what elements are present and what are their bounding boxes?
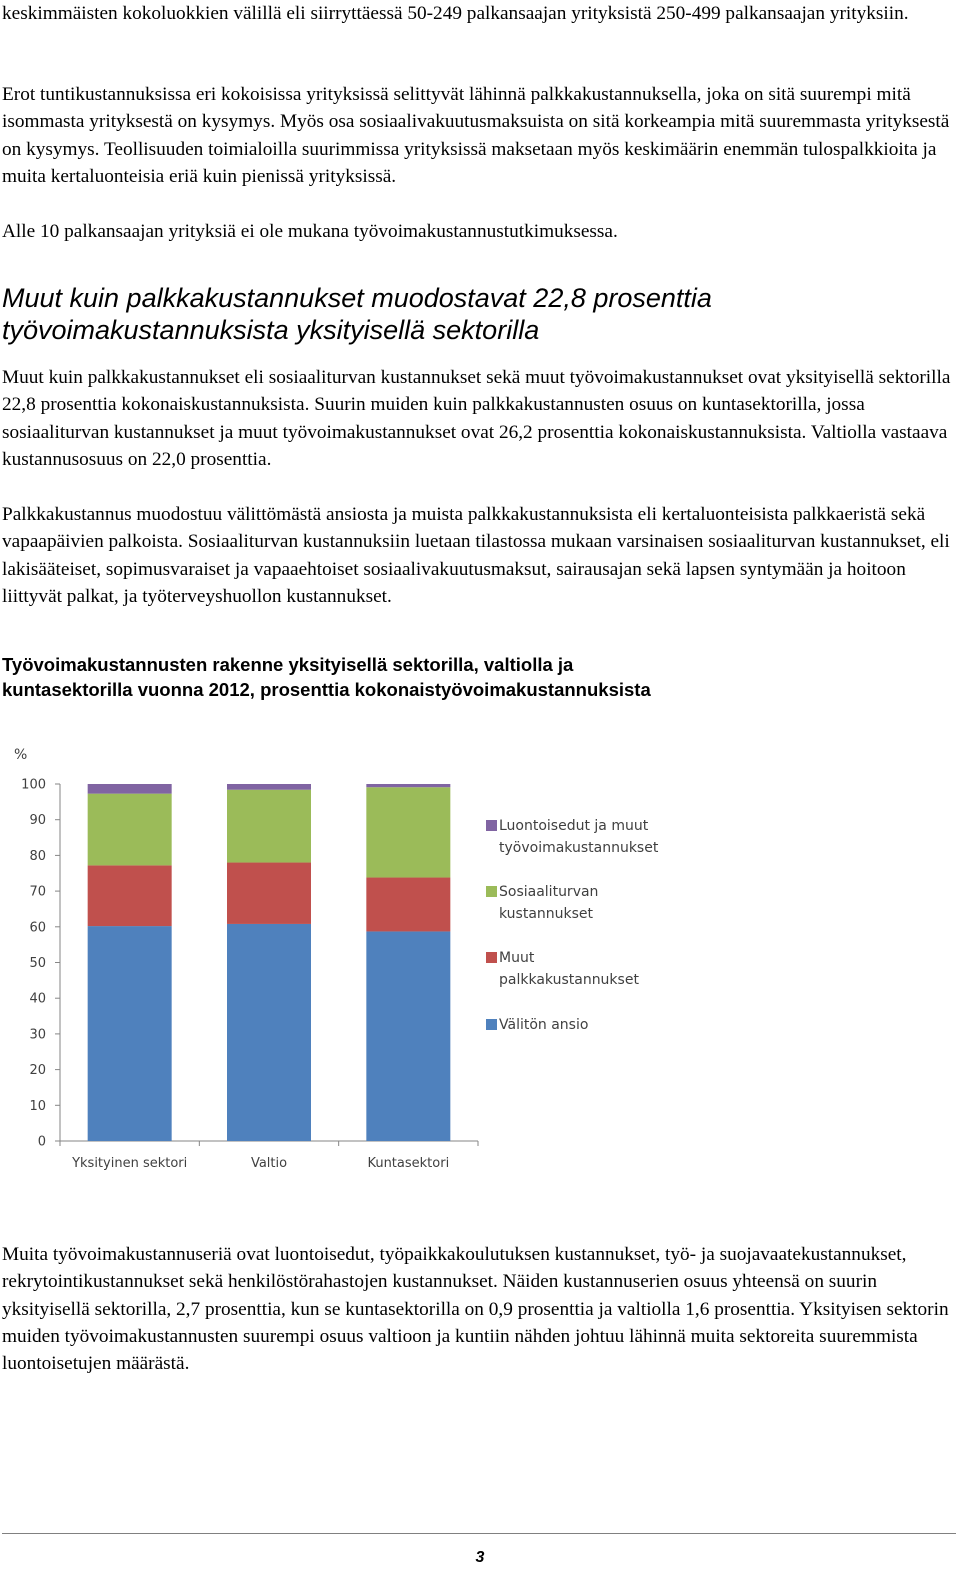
- bar-segment: [227, 924, 311, 1141]
- bar-segment: [88, 865, 172, 926]
- x-tick-label: Kuntasektori: [367, 1156, 450, 1171]
- paragraph-company-size-continuation: keskimmäisten kokoluokkien välillä eli siirryttäessä 50-249 palkansaajan yrityksistä 250-499 palkansaajan yrityksiin.: [2, 3, 909, 24]
- paragraph-hourly-cost-differences: Erot tuntikustannuksissa eri kokoisissa yrityksissä selittyvät lähinnä palkkakustannuksella, joka on sitä suurempi mitä isommasta yrityksestä on kysymys. Myös osa sosiaalivakuutusmaksuista on sitä korkeampia mitä suuremmasta yrityksestä on kysymys. Teollisuuden toimialoilla suurimmissa yrityksissä maksetaan myös keskimäärin enemmän tulospalkkioita ja muita kertaluonteisia eriä kuin pienissä yrityksissä.: [2, 84, 950, 187]
- bar-segment: [227, 863, 311, 924]
- section-heading: Muut kuin palkkakustannukset muodostavat 22,8 prosenttia työvoimakustannuksista yksityisellä sektorilla: [2, 283, 712, 345]
- legend-swatch: [486, 1019, 497, 1030]
- y-axis-label: %: [14, 747, 28, 763]
- x-tick-label: Yksityinen sektori: [72, 1156, 188, 1171]
- paragraph-small-companies-excluded: Alle 10 palkansaajan yrityksiä ei ole mukana työvoimakustannustutkimuksessa.: [2, 221, 618, 242]
- y-tick-label: 10: [29, 1098, 46, 1114]
- legend-label: Sosiaaliturvan: [499, 884, 599, 900]
- bar-segment: [88, 784, 172, 794]
- legend-swatch: [486, 952, 497, 963]
- page-number: 3: [475, 1549, 485, 1566]
- y-tick-label: 80: [29, 848, 46, 864]
- legend-label: kustannukset: [499, 906, 594, 922]
- legend-label: työvoimakustannukset: [499, 840, 659, 856]
- stacked-bar-chart: [0, 735, 700, 1185]
- y-tick-label: 90: [29, 813, 46, 829]
- legend-label: Välitön ansio: [499, 1017, 589, 1033]
- chart-title: Työvoimakustannusten rakenne yksityisellä sektorilla, valtiolla ja kuntasektorilla vuonna 2012, prosenttia kokonaistyövoimakustannuksista: [2, 654, 651, 700]
- y-tick-label: 70: [29, 884, 46, 900]
- bar-segment: [366, 787, 450, 877]
- legend-label: palkkakustannukset: [499, 972, 639, 988]
- bar-segment: [366, 878, 450, 932]
- y-tick-label: 20: [29, 1063, 46, 1079]
- footer-divider: [2, 1533, 956, 1534]
- chart-bars: [88, 784, 451, 1141]
- y-tick-label: 40: [29, 991, 46, 1007]
- y-tick-label: 0: [37, 1134, 46, 1150]
- x-tick-label: Valtio: [250, 1156, 288, 1171]
- paragraph-non-wage-costs: Muut kuin palkkakustannukset eli sosiaaliturvan kustannukset sekä muut työvoimakustannukset ovat yksityisellä sektorilla 22,8 prosenttia kokonaiskustannuksista. Suurin muiden kuin palkkakustannusten osuus on kuntasektorilla, jossa sosiaaliturvan kustannukset ja muut työvoimakustannukset ovat 26,2 prosenttia kokonaiskustannuksista. Valtiolla vastaava kustannusosuus on 22,0 prosenttia.: [2, 367, 951, 470]
- bar-segment: [88, 926, 172, 1141]
- y-tick-label: 100: [21, 777, 46, 793]
- bar-segment: [227, 790, 311, 863]
- bar-segment: [88, 794, 172, 866]
- paragraph-other-cost-items: Muita työvoimakustannuseriä ovat luontoisedut, työpaikkakoulutuksen kustannukset, työ- ja suojavaatekustannukset, rekrytointikustannukset sekä henkilöstörahastojen kustannukset. Näiden kustannuserien osuus yhteensä on suurin yksityisellä sektorilla, 2,7 prosenttia, kun se kuntasektorilla on 0,9 prosenttia ja valtiolla 1,6 prosenttia. Yksityisen sektorin muiden työvoimakustannusten suurempi osuus valtioon ja kuntiin nähden johtuu lähinnä muita sektoreita suuremmista luontoisetujen määrästä.: [2, 1244, 949, 1375]
- y-tick-label: 50: [29, 956, 46, 971]
- legend-swatch: [486, 886, 497, 897]
- bar-segment: [227, 784, 311, 790]
- y-tick-label: 30: [29, 1027, 46, 1043]
- bar-segment: [366, 784, 450, 787]
- y-tick-label: 60: [29, 920, 46, 936]
- legend-label: Luontoisedut ja muut: [499, 818, 649, 834]
- paragraph-wage-cost-definition: Palkkakustannus muodostuu välittömästä ansiosta ja muista palkkakustannuksista eli kertaluonteisista palkkaeristä sekä vapaapäivien palkoista. Sosiaaliturvan kustannuksiin luetaan tilastossa mukaan varsinaisen sosiaaliturvan kustannukset, eli lakisääteiset, sopimusvaraiset ja vapaaehtoiset sosiaalivakuutusmaksut, sairausajan sekä lapsen syntymään ja hoitoon liittyvät palkat, ja työterveyshuollon kustannukset.: [2, 504, 950, 607]
- legend-swatch: [486, 820, 497, 831]
- bar-segment: [366, 931, 450, 1141]
- chart-legend: [486, 818, 659, 1033]
- legend-label: Muut: [499, 950, 535, 966]
